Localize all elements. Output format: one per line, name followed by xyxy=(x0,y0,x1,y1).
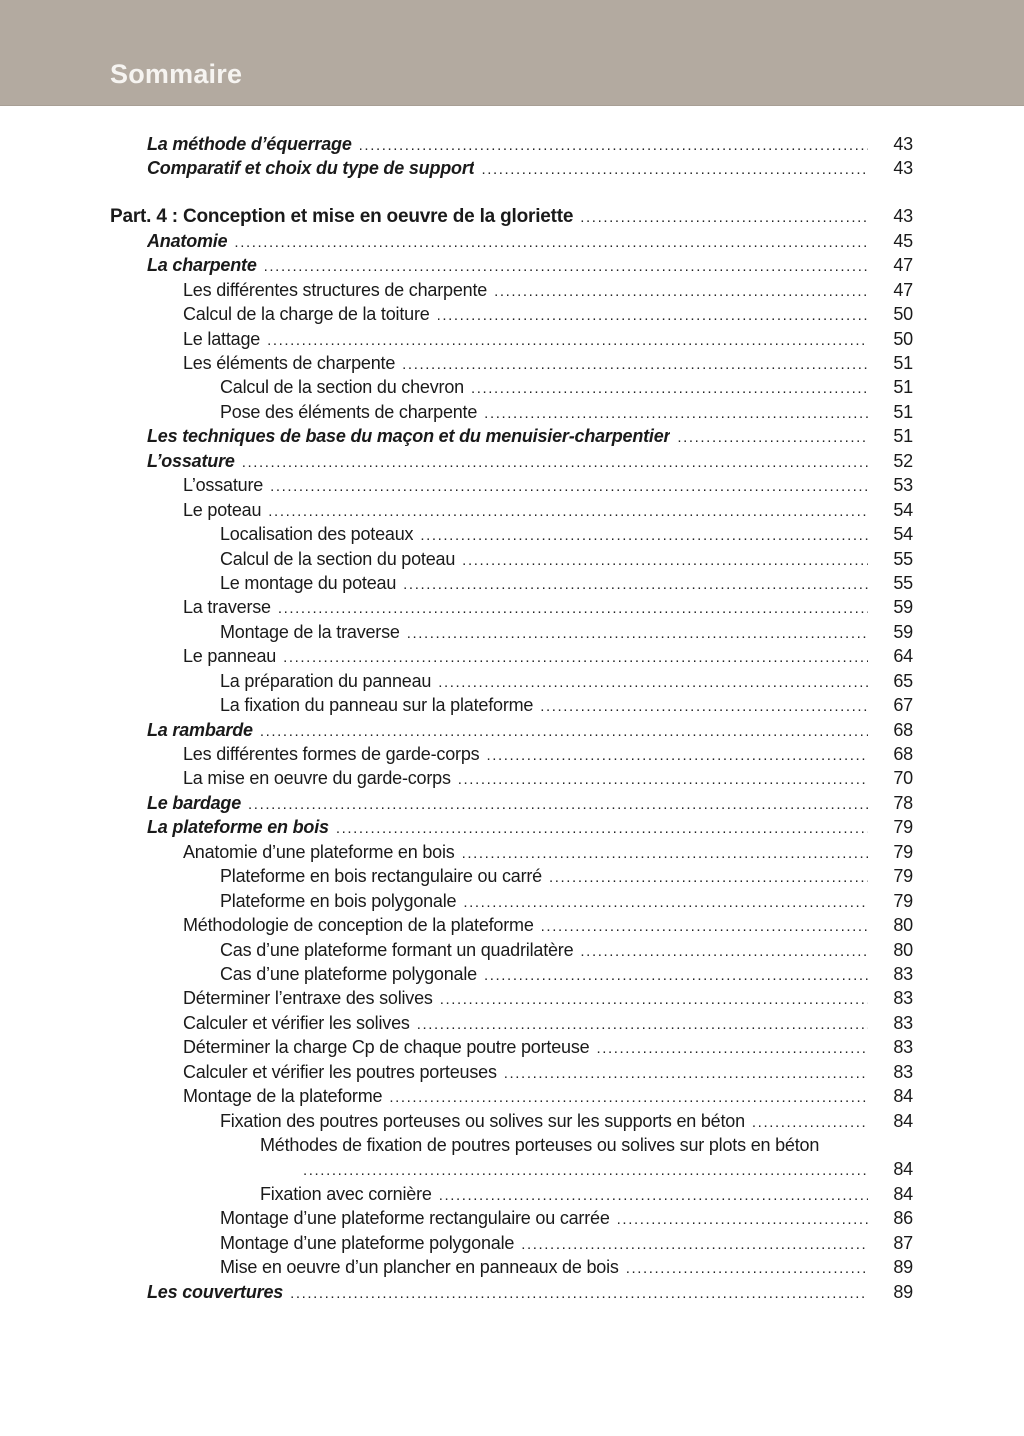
toc-entry xyxy=(110,351,913,375)
toc-leader-dots xyxy=(268,498,868,524)
toc-leader-dots xyxy=(458,766,868,792)
toc-leader-dots xyxy=(303,1157,868,1183)
toc-page-number: 54 xyxy=(893,524,913,545)
toc-page-number: 51 xyxy=(893,401,913,422)
toc-page-number: 79 xyxy=(893,866,913,887)
toc-leader-dots xyxy=(290,1280,868,1306)
toc-leader-dots xyxy=(471,375,868,401)
toc-leader-dots xyxy=(248,791,868,817)
toc-entry xyxy=(110,253,913,277)
toc-entry xyxy=(110,400,913,424)
toc-page-number: 84 xyxy=(893,1110,913,1131)
toc-page-number: 45 xyxy=(893,230,913,251)
toc-page-number: 83 xyxy=(893,988,913,1009)
toc-page-number: 84 xyxy=(893,1183,913,1204)
toc-entry xyxy=(110,766,913,790)
toc-entry-label: Les éléments de charpente xyxy=(183,353,396,373)
toc-entry-label: Méthodologie de conception de la plateforme xyxy=(183,915,534,936)
toc-entry xyxy=(110,1035,913,1059)
toc-leader-dots xyxy=(549,864,868,890)
toc-entry xyxy=(110,962,913,986)
toc-page-number: 86 xyxy=(893,1208,913,1229)
toc-entry xyxy=(110,498,913,522)
toc-leader-dots xyxy=(484,400,868,426)
toc-page-number: 67 xyxy=(893,695,913,716)
toc-entry xyxy=(110,889,913,913)
toc-entry xyxy=(110,595,913,619)
toc-leader-dots xyxy=(420,522,868,548)
toc-page-number: 51 xyxy=(893,426,913,447)
toc-page-number: 80 xyxy=(893,939,913,960)
toc-page-number: 51 xyxy=(893,377,913,398)
toc-entry-label: Le montage du poteau xyxy=(220,572,397,593)
toc-page-number: 51 xyxy=(893,353,913,373)
toc-entry xyxy=(110,547,913,571)
toc-leader-dots xyxy=(541,913,868,939)
toc-page-number: 68 xyxy=(893,719,913,740)
toc-page-number: 89 xyxy=(893,1281,913,1302)
toc-entry-label: La préparation du panneau xyxy=(220,670,432,691)
toc-page-number: 54 xyxy=(893,499,913,520)
toc-leader-dots xyxy=(359,132,868,158)
toc-leader-dots xyxy=(580,938,868,964)
toc-entry xyxy=(110,815,913,839)
toc-leader-dots xyxy=(481,156,868,182)
toc-page-number: 84 xyxy=(893,1159,913,1180)
toc-entry-label: Calcul de la section du poteau xyxy=(220,548,456,569)
toc-entry xyxy=(110,718,913,742)
toc-entry xyxy=(110,327,913,351)
toc-entry-label: Calcul de la section du chevron xyxy=(220,377,464,398)
toc-entry-label: L’ossature xyxy=(147,450,235,471)
toc-page-number: 68 xyxy=(893,744,913,764)
toc-entry-label: Les couvertures xyxy=(147,1281,284,1302)
toc-page-number: 83 xyxy=(893,1012,913,1033)
toc-section-gap xyxy=(110,181,913,205)
toc-page-number: 65 xyxy=(893,670,913,691)
toc-entry-label: Fixation des poutres porteuses ou solives sur les supports en béton xyxy=(220,1110,745,1131)
toc-entry-label: La méthode d’équerrage xyxy=(147,134,352,154)
toc-entry xyxy=(110,302,913,326)
toc-page-number: 50 xyxy=(893,304,913,325)
toc-entry xyxy=(110,644,913,668)
toc-entry-label: La plateforme en bois xyxy=(147,817,329,838)
toc-entry-label: Méthodes de fixation de poutres porteuses ou solives sur plots en béton xyxy=(260,1135,820,1155)
toc-entry xyxy=(110,156,913,180)
toc-entry-label: Les différentes structures de charpente xyxy=(183,279,488,300)
toc-leader-dots xyxy=(402,351,868,377)
toc-leader-dots xyxy=(234,229,868,255)
toc-leader-dots xyxy=(336,815,868,841)
toc-leader-dots xyxy=(617,1206,868,1232)
toc-entry xyxy=(110,742,913,766)
toc-entry-label: Anatomie xyxy=(147,230,228,251)
toc-leader-dots xyxy=(521,1231,868,1257)
toc-entry xyxy=(110,522,913,546)
toc-entry-label: Déterminer l’entraxe des solives xyxy=(183,988,433,1009)
toc-entry xyxy=(110,1231,913,1255)
toc-entry xyxy=(110,620,913,644)
toc-page-number: 84 xyxy=(893,1086,913,1107)
toc-entry xyxy=(110,1060,913,1084)
toc-page-number: 89 xyxy=(893,1257,913,1278)
toc-leader-dots xyxy=(463,889,868,915)
toc-entry-label: Les techniques de base du maçon et du menuisier-charpentier xyxy=(147,426,671,447)
toc-entry xyxy=(110,571,913,595)
toc-entry-label: Les différentes formes de garde-corps xyxy=(183,744,480,764)
toc-leader-dots xyxy=(626,1255,868,1281)
toc-leader-dots xyxy=(462,840,868,866)
toc-entry-label: Le poteau xyxy=(183,499,262,520)
toc-leader-dots xyxy=(580,205,868,230)
toc-entry xyxy=(110,375,913,399)
toc-entry-label: L’ossature xyxy=(183,475,264,496)
toc-entry xyxy=(110,1133,913,1157)
toc-leader-dots xyxy=(438,669,868,695)
toc-page-number: 87 xyxy=(893,1232,913,1253)
toc-entry-label: Calculer et vérifier les poutres porteuses xyxy=(183,1061,497,1082)
toc-page-number: 55 xyxy=(893,548,913,569)
toc-page-number: 50 xyxy=(893,328,913,349)
toc-leader-dots xyxy=(677,424,868,450)
toc-leader-dots xyxy=(752,1109,868,1135)
toc-entry xyxy=(110,1011,913,1035)
toc-entry-label: Calculer et vérifier les solives xyxy=(183,1012,410,1033)
toc-leader-dots xyxy=(407,620,868,646)
toc-leader-dots xyxy=(484,962,868,988)
toc-entry xyxy=(110,1109,913,1133)
toc-leader-dots xyxy=(260,718,868,744)
toc-entry xyxy=(110,132,913,156)
toc-page-number: 59 xyxy=(893,621,913,642)
toc-entry xyxy=(110,913,913,937)
toc-entry-label: Pose des éléments de charpente xyxy=(220,401,478,422)
toc-leader-dots xyxy=(242,449,868,475)
toc-entry xyxy=(110,1255,913,1279)
toc-page-number: 47 xyxy=(893,279,913,300)
toc-leader-dots xyxy=(270,473,868,499)
toc-page-number: 43 xyxy=(893,206,913,227)
toc-entry-label: Localisation des poteaux xyxy=(220,524,414,545)
toc-entry xyxy=(110,1157,913,1181)
toc-leader-dots xyxy=(540,693,868,719)
toc-entry xyxy=(110,669,913,693)
toc-entry xyxy=(110,424,913,448)
toc-leader-dots xyxy=(494,278,868,304)
toc-entry xyxy=(110,791,913,815)
toc-entry xyxy=(110,986,913,1010)
toc-leader-dots xyxy=(389,1084,868,1110)
toc-page-number: 52 xyxy=(893,450,913,471)
toc-entry-label: Cas d’une plateforme formant un quadrilatère xyxy=(220,939,574,960)
toc-leader-dots xyxy=(403,571,868,597)
toc-page-number: 59 xyxy=(893,597,913,618)
toc-entry-label: Déterminer la charge Cp de chaque poutre porteuse xyxy=(183,1037,590,1058)
toc-leader-dots xyxy=(283,644,868,670)
toc-entry-label: Le panneau xyxy=(183,646,277,667)
toc-page-number: 43 xyxy=(893,158,913,179)
toc-entry-label: Plateforme en bois polygonale xyxy=(220,890,457,911)
toc-entry xyxy=(110,840,913,864)
toc-page-number: 83 xyxy=(893,1037,913,1058)
header-band xyxy=(0,0,1024,106)
toc-page-number: 78 xyxy=(893,792,913,813)
toc-entry xyxy=(110,278,913,302)
toc-entry-label: Montage d’une plateforme polygonale xyxy=(220,1232,515,1253)
toc-page-number: 79 xyxy=(893,841,913,862)
toc-entry xyxy=(110,473,913,497)
toc-leader-dots xyxy=(596,1035,868,1061)
toc-page-number: 83 xyxy=(893,1061,913,1082)
toc-entry-label: Part. 4 : Conception et mise en oeuvre de la gloriette xyxy=(110,206,574,228)
toc-page-number: 64 xyxy=(893,646,913,667)
toc-leader-dots xyxy=(439,1182,868,1208)
toc-page-number: 53 xyxy=(893,475,913,496)
toc-entry xyxy=(110,229,913,253)
toc-entry-label: Comparatif et choix du type de support xyxy=(147,158,475,179)
toc-entry-label: Le bardage xyxy=(147,792,242,813)
toc-entry xyxy=(110,864,913,888)
toc-entry xyxy=(110,449,913,473)
toc-entry-label: La fixation du panneau sur la plateforme xyxy=(220,695,534,716)
toc-entry-label: La rambarde xyxy=(147,719,253,740)
page-title: Sommaire xyxy=(110,59,243,89)
toc-page-number: 79 xyxy=(893,890,913,911)
toc-entry xyxy=(110,1182,913,1206)
toc-entry-label: La charpente xyxy=(147,255,257,276)
toc-leader-dots xyxy=(486,742,868,768)
toc-page-number: 83 xyxy=(893,963,913,984)
toc-entry-label: Anatomie d’une plateforme en bois xyxy=(183,841,455,862)
toc-entry-label: Calcul de la charge de la toiture xyxy=(183,304,430,325)
toc-entry xyxy=(110,1084,913,1108)
toc-entry-label: La mise en oeuvre du garde-corps xyxy=(183,768,451,789)
toc-entry-label: Montage d’une plateforme rectangulaire ou carrée xyxy=(220,1208,610,1229)
toc-page-number: 47 xyxy=(893,255,913,276)
toc-entry-label: Montage de la plateforme xyxy=(183,1086,383,1107)
toc-entry-label: Fixation avec cornière xyxy=(260,1183,432,1204)
toc-page-number: 55 xyxy=(893,572,913,593)
toc-page-number: 43 xyxy=(893,134,913,154)
toc-entry xyxy=(110,693,913,717)
toc-entry-label: Le lattage xyxy=(183,328,261,349)
toc-entry xyxy=(110,938,913,962)
toc-leader-dots xyxy=(504,1060,868,1086)
toc-leader-dots xyxy=(437,302,868,328)
toc-leader-dots xyxy=(462,547,868,573)
toc-entry-label: Cas d’une plateforme polygonale xyxy=(220,963,477,984)
toc-entry-label: Plateforme en bois rectangulaire ou carré xyxy=(220,866,542,887)
toc-page-number: 80 xyxy=(893,915,913,936)
toc-leader-dots xyxy=(267,327,868,353)
toc-entry xyxy=(110,1280,913,1304)
toc-entry xyxy=(110,204,913,228)
toc-entry-label: La traverse xyxy=(183,597,271,618)
toc-leader-dots xyxy=(440,986,868,1012)
toc-leader-dots xyxy=(278,595,868,621)
toc-leader-dots xyxy=(264,253,868,279)
toc-entry-label: Mise en oeuvre d’un plancher en panneaux de bois xyxy=(220,1257,619,1278)
toc-entry xyxy=(110,1206,913,1230)
toc-page-number: 79 xyxy=(893,817,913,838)
toc-entry-label: Montage de la traverse xyxy=(220,621,400,642)
toc-leader-dots xyxy=(417,1011,868,1037)
toc-list xyxy=(110,105,913,1304)
toc-page-number: 70 xyxy=(893,768,913,789)
